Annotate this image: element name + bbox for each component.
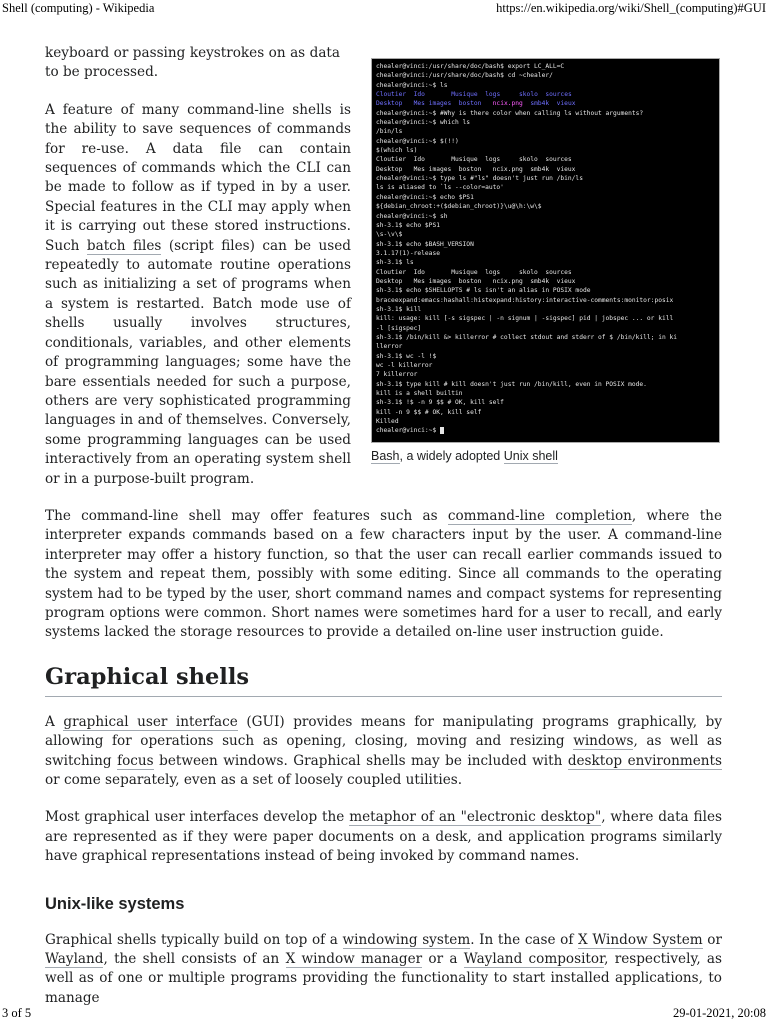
graphical-shells-heading: Graphical shells [45, 662, 722, 697]
terminal-cursor [440, 427, 444, 434]
caption-text: , a widely adopted [399, 449, 504, 463]
terminal-line: -l [sigspec] [376, 324, 422, 332]
gui-text-1: A [45, 713, 64, 730]
intro-paragraph: keyboard or passing keystrokes on as data to be processed. [45, 45, 340, 81]
bash-link[interactable]: Bash [371, 449, 400, 463]
terminal-line: Cloutier Ido Musique logs skolo sources [376, 268, 572, 276]
batch-files-link[interactable]: batch files [86, 237, 162, 254]
unix-text-5: or a [422, 951, 464, 968]
terminal-line: sh-3.1$ type kill # kill doesn't just run /bin/kill, even in POSIX mode. [376, 380, 647, 388]
completion-text-1: The command-line shell may offer features such as [45, 507, 448, 524]
terminal-line: llerror [376, 343, 403, 351]
terminal-line: 7 killerror [376, 371, 418, 379]
unix-text-2: . In the case of [470, 931, 579, 948]
terminal-line: chealer@vinci:~$ which ls [376, 119, 471, 127]
terminal-line: sh-3.1$ kill [376, 305, 422, 313]
page-title-header: Shell (computing) - Wikipedia [2, 1, 155, 15]
terminal-line: Cloutier Ido Musique logs skolo sources [376, 156, 572, 164]
feature-text-2: (script files) can be used repeatedly to automate routine operations such as initializing a set of programs when a system is restarted. Batch mode use of shells usually involves structures, conditionals, variables, and other elements of programming languages; some have the bare essentials needed for such a purpose, others are very sophisticated programming languages in and of themselves. Conversely, some programming languages can be used interactively from an operating system shell or in a purpose-built program. [45, 237, 351, 487]
unix-paragraph [45, 931, 722, 1009]
metaphor-paragraph [45, 808, 722, 866]
terminal-line: Desktop Mes images boston ncix.png smb4k vieux [376, 165, 576, 173]
terminal-line: chealer@vinci:~$ ls [376, 81, 448, 89]
terminal-line: sh-3.1$ !$ -n 9 $$ # OK, kill self [376, 399, 504, 407]
wayland-link[interactable]: Wayland [45, 951, 104, 968]
desktop-metaphor-link[interactable]: metaphor of an "electronic desktop" [349, 809, 602, 826]
terminal-line: ls is aliased to `ls --color=auto' [376, 184, 504, 192]
desktop-environments-link[interactable]: desktop environments [567, 752, 722, 769]
terminal-line: wc -l killerror [376, 362, 433, 369]
figure-caption [371, 449, 724, 463]
unix-text-6: , respectively, as well as of one or multiple programs providing the functionality to start installed applications, to manage [45, 951, 723, 1006]
gui-text-2: (GUI) provides means for manipulating programs graphically, by allowing for operations such as opening, closing, moving and resizing [45, 713, 723, 750]
terminal-line: 3.1.17(1)-release [376, 249, 440, 257]
print-timestamp: 29-01-2021, 20:08 [672, 1006, 766, 1020]
x-window-manager-link[interactable]: X window manager [285, 951, 423, 968]
completion-paragraph [45, 507, 722, 643]
terminal-line: kill is a shell builtin [376, 390, 463, 398]
print-footer [0, 1006, 768, 1022]
terminal-line: sh-3.1$ wc -l !$ [376, 352, 437, 360]
bash-figure [371, 58, 724, 463]
focus-link[interactable]: focus [117, 752, 154, 769]
metaphor-text-2: , where data files are represented as if they were paper documents on a desk, and application programs similarly have graphical representations instead of being invoked by command names. [45, 809, 722, 865]
terminal-line: chealer@vinci:/usr/share/doc/bash$ cd ~chealer/ [376, 72, 553, 80]
terminal-line: /bin/ls [376, 128, 403, 136]
gui-text-5: or come separately, even as a set of loosely coupled utilities. [45, 772, 463, 788]
terminal-line: kill -n 9 $$ # OK, kill self [376, 408, 482, 416]
metaphor-text-1: Most graphical user interfaces develop the [45, 809, 350, 826]
terminal-line: chealer@vinci:~$ sh [376, 212, 448, 220]
terminal-line: sh-3.1$ /bin/kill &> killerror # collect stdout and stderr of $ /bin/kill; in ki [376, 333, 678, 341]
terminal-line: sh-3.1$ echo $PS1 [376, 221, 440, 229]
terminal-line: \s-\v\$ [376, 231, 403, 239]
terminal-line: sh-3.1$ echo $BASH_VERSION [376, 240, 474, 248]
windowing-system-link[interactable]: windowing system [342, 931, 471, 948]
unix-shell-link[interactable]: Unix shell [503, 449, 558, 463]
terminal-line: ${debian_chroot:+($debian_chroot)}\u@\h:\w\$ [376, 203, 542, 211]
x-window-system-link[interactable]: X Window System [578, 931, 703, 948]
terminal-line: chealer@vinci:~$ #Why is there color when calling ls without arguments? [376, 109, 644, 117]
terminal-line: chealer@vinci:~$ type ls #"ls" doesn't just run /bin/ls [376, 175, 583, 183]
terminal-line: Desktop Mes images boston ncix.png smb4k vieux [376, 100, 576, 108]
gui-text-3: , as well as switching [45, 733, 722, 769]
gui-link[interactable]: graphical user interface [63, 713, 238, 730]
terminal-line: Desktop Mes images boston ncix.png smb4k vieux [376, 277, 576, 285]
windows-link[interactable]: windows [573, 733, 634, 750]
terminal-line: sh-3.1$ ls [376, 259, 414, 267]
unix-text-3: or [702, 931, 722, 948]
gui-text-4: between windows. Graphical shells may be included with [153, 752, 568, 769]
unix-text-1: Graphical shells typically build on top of a [45, 931, 343, 948]
terminal-line: chealer@vinci:~$ [376, 426, 716, 435]
command-line-completion-link[interactable]: command-line completion [447, 507, 632, 524]
terminal-line: kill: usage: kill [-s sigspec | -n signum | -sigspec] pid | jobspec ... or kill [376, 315, 674, 323]
article-content [45, 44, 722, 1008]
feature-text-1: A feature of many command-line shells is the ability to save sequences of commands for re-use. A data file can contain sequences of commands which the CLI can be made to follow as if typed in by a user. Special features in the CLI may apply when it is carrying out these stored instructions. Such [45, 101, 351, 254]
completion-text-2: , where the interpreter expands commands based on a few characters input by the user. A command-line interpreter may offer a history function, so that the user can recall earlier commands issued to the system and repeat them, possibly with some editing. Since all commands to the operating system had to be typed by the user, short command names and compact systems for representing program options were common. Short names were sometimes hard for a user to recall, and early systems lacked the storage resources to provide a detailed on-line user instruction guide. [45, 507, 722, 641]
terminal-line: chealer@vinci:/usr/share/doc/bash$ export LC_ALL=C [376, 63, 565, 70]
page-count: 3 of 5 [2, 1006, 32, 1020]
terminal-line: chealer@vinci:~$ echo $PS1 [376, 193, 474, 201]
terminal-screenshot [371, 58, 720, 443]
unix-text-4: , the shell consists of an [103, 951, 286, 968]
wayland-compositor-link[interactable]: Wayland compositor [463, 951, 605, 968]
terminal-line: braceexpand:emacs:hashall:histexpand:history:interactive-comments:monitor:posix [376, 296, 674, 304]
gui-paragraph [45, 713, 722, 791]
unix-like-heading: Unix-like systems [45, 894, 185, 913]
terminal-line: $(which ls) [376, 147, 418, 155]
page-url-header: https://en.wikipedia.org/wiki/Shell_(computing)#GUI [496, 1, 766, 15]
print-header [0, 0, 768, 16]
terminal-line: Cloutier Ido Musique logs skolo sources [376, 91, 572, 99]
terminal-line: chealer@vinci:~$ $(!!) [376, 137, 459, 145]
terminal-line: sh-3.1$ echo $SHELLOPTS # ls isn't an alias in POSIX mode [376, 287, 591, 295]
terminal-line: Killed [376, 418, 399, 426]
